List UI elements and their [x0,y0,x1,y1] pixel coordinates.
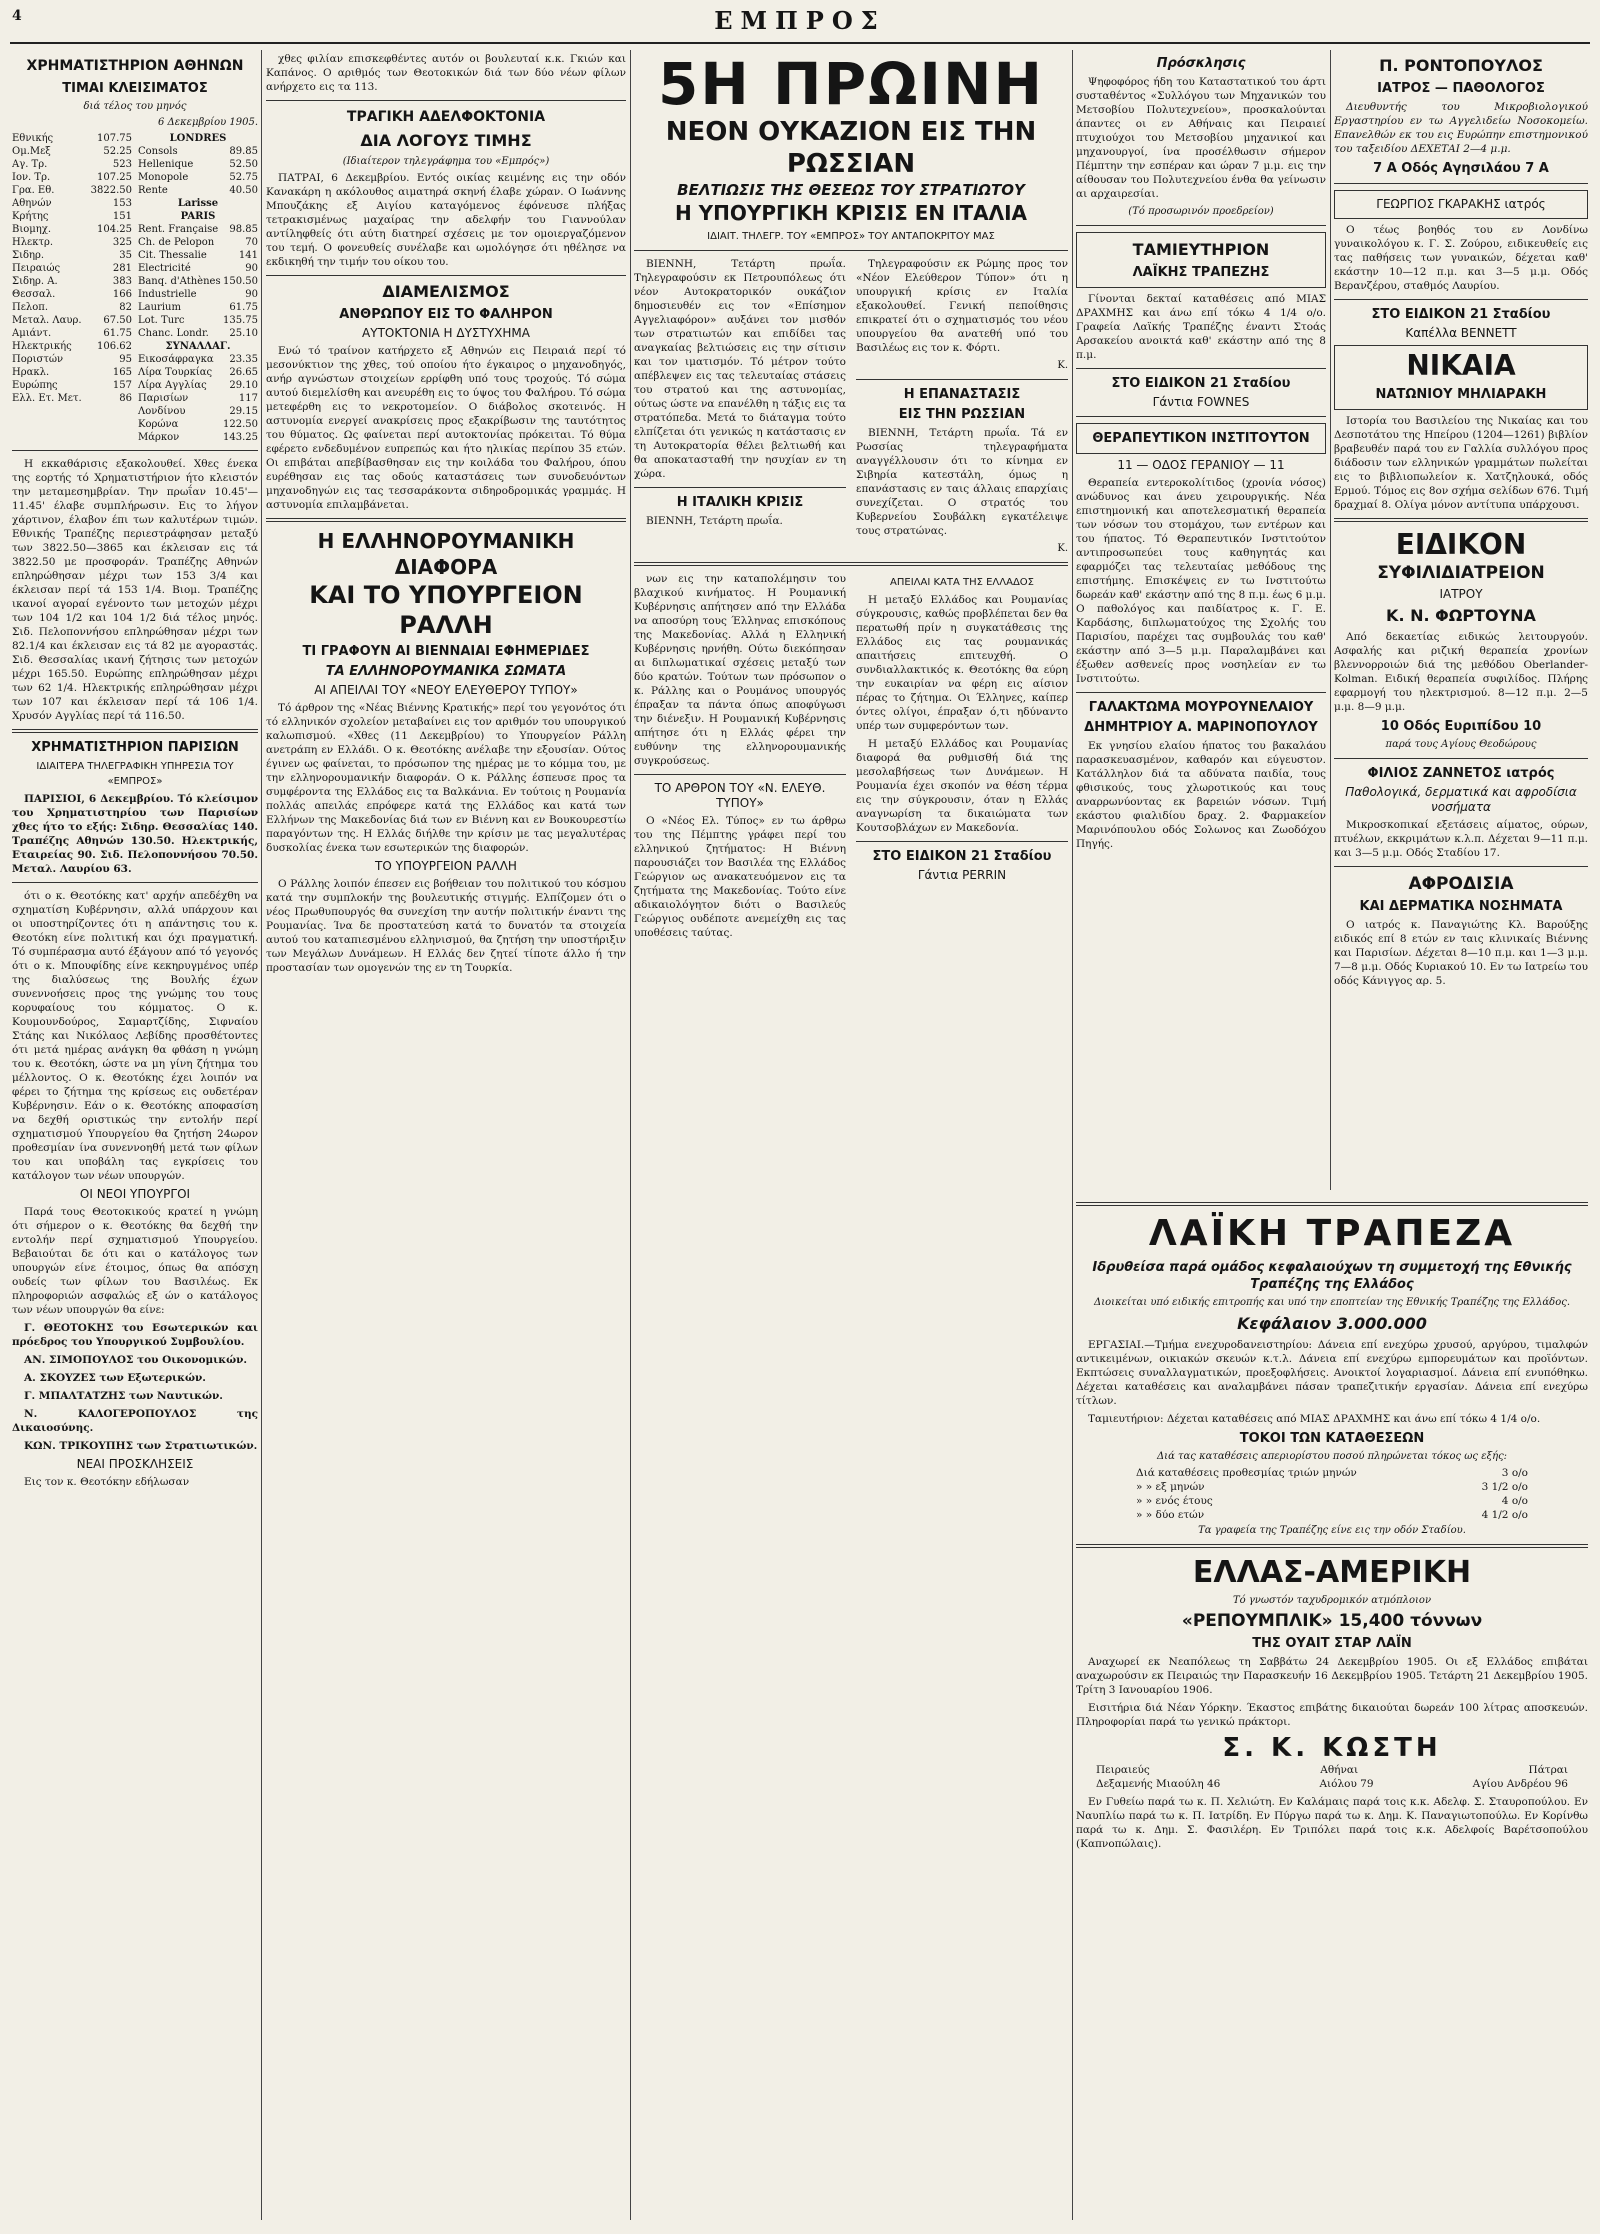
italy-crisis-title: Η ΙΤΑΛΙΚΗ ΚΡΙΣΙΣ [676,495,804,510]
quote-name: Λονδίνου [138,406,186,417]
headline-italy: Η ΥΠΟΥΡΓΙΚΗ ΚΡΙΣΙΣ ΕΝ ΙΤΑΛΙΑ [674,201,1028,225]
dispute-continuation-right [856,572,1068,944]
clinic-subtitle-2: ΙΑΤΡΟΥ [1439,587,1483,601]
quote-name: Αγ. Τρ. [12,159,48,170]
ship-schedule: Αναχωρεί εκ Νεαπόλεως τη Σαββάτω 24 Δεκεμβρίου 1905. Οι εξ Ελλάδος επιβάται αναχωρούσιν εκ Πειραιώς την Παρασκευήν 16 Δεκεμβρίου 1905. Τετάρτη 21 Δεκεμβρίου 1905. Τρίτη 3 Ιανουαρίου 1906. [1076,1656,1588,1696]
quote-value: 107.25 [97,172,132,183]
minister-entry: Γ. ΜΠΑΛΤΑΤΖΗΣ των Ναυτικών. [24,1390,223,1402]
quote-name: Banq. d'Athènes [138,276,221,287]
quote-name: Ηρακλ. [12,367,50,378]
rate-value: 4 ο/ο [1501,1495,1528,1507]
quote-name: Κορώνα [138,419,179,430]
cod-liver-subtitle: ΔΗΜΗΤΡΙΟΥ Α. ΜΑΡΙΝΟΠΟΥΛΟΥ [1084,720,1318,735]
agent-branches: Εν Γυθείω παρά τω κ. Π. Χελιώτη. Εν Καλάμαις παρά τοις κ.κ. Αδελφ. Σ. Σταυροπούλου. Εν Ναυπλίω παρά τω κ. Π. Ιατρίδη. Εν Πύργω παρά τω κ. Δημ. Κ. Παναγιωτοπούλω. Εν Κορίνθω παρά τω κ. Δημ. Σ. Φασιλέρη. Εν Τριπόλει παρά τοις κ.κ. Αδελφοίς Βαρέτσοπούλου (Καπνοπώλαις). [1076,1796,1588,1850]
quote-value: 135.75 [223,315,258,326]
quote-name: Πειραιώς [12,263,61,274]
quote-value: 29.15 [229,406,258,417]
reply-title: ΤΟ ΑΡΘΡΟΝ ΤΟΥ «Ν. ΕΛΕΥΘ. ΤΥΠΟΥ» [654,781,826,810]
quote-name: Cit. Thessalie [138,250,207,261]
quote-value: 90 [245,289,258,300]
quote-row [12,288,132,301]
quote-row [12,366,132,379]
paris-report: ΠΑΡΙΣΙΟΙ, 6 Δεκεμβρίου. Τό κλείσιμον του Χρηματιστηρίου των Παρισίων χθες ήτο το εξής: Σιδηρ. Θεσσαλίας 140. Τραπέζης Αθηνών 130.50. Ηλεκτρικής, Εταιρείας 90. Σιδ. Πελοποννήσου 70.50. Μεταλ. Λαυρίου 63. [12,793,258,875]
quote-row [138,210,258,223]
headline-ukase: ΝΕΟΝ ΟΥΚΑΖΙΟΝ ΕΙΣ ΤΗΝ ΡΩΣΣΙΑΝ [665,117,1037,179]
quote-value: 70 [245,237,258,248]
quote-row [12,158,132,171]
quote-name: Ευρώπης [12,380,58,391]
agent-offices [1076,1763,1588,1791]
institute-text: Θεραπεία εντεροκολίτιδος (χρονία νόσος) ανώδυνος και άνευ χειρουργικής. Νέα επιστημονική και αποτελεσματική θεραπεία των νόσων του στομάχου, των εντέρων και του ήπατος. Τό Θεραπευτικόν Ινστιτούτον αντιπροσωπεύει τους καθηγητάς και εφαρμόζει τας τελευταίας μεθόδους της επιστήμης. Επισκέψεις εν τω Ινστιτούτω δωρεάν καθ' εκάστην από της 8 π.μ. έως 6 μ.μ. Ο παθολόγος και παιδίατρος κ. Γ. Ε. Καρδάσης, διπλωματούχος της Σχολής του Παρισίου, παρέχει τας συμβουλάς του καθ' εκάστην από 3—5 μ.μ. Παραλαμβάνει και έξωθεν ασθενείς προς νοσηλείαν εν τω Ινστιτούτω. [1076,477,1326,685]
doctor3-specialty: Παθολογικά, δερματικά και αφροδίσια νοσήματα [1345,785,1577,814]
quote-name: Larisse [177,198,219,209]
quote-value: 523 [112,159,132,170]
quote-value: 61.75 [103,328,132,339]
quote-name: Εικοσάφραγκα [138,354,214,365]
headline-soldier: ΒΕΛΤΙΩΣΙΣ ΤΗΣ ΘΕΣΕΩΣ ΤΟΥ ΣΤΡΑΤΙΩΤΟΥ [677,181,1025,199]
quote-value: 86 [119,393,132,404]
quote-value: 165 [112,367,132,378]
gloves-ad-title: ΣΤΟ ΕΙΔΙΚΟΝ 21 Σταδίου [872,849,1052,864]
savings-bank-box [1076,232,1326,288]
quote-row [12,340,132,353]
quote-name: Ch. de Pelopon [138,237,215,248]
minister-entry: Ν. ΚΑΛΟΓΕΡΟΠΟΥΛΟΣ της Δικαιοσύνης. [12,1408,258,1434]
rallis-ministry-text: Ο Ράλλης λοιπόν έπεσεν εις βοήθειαν του πολιτικού του κόσμου κατά την συμπλοκήν της βουλευτικής στιγμής. Ελπίζομεν ότι ο νέος Πρωθυπουργός θα συνεχίση την αυτήν πολιτικήν έναντι της Ρουμανίας. Ίνα δε προστατεύση κατά το δυνατόν τα στοιχεία αυτού του καταπιεσμένου ελληνισμού, θα ζητήση την υποστήριξιν των Μεγάλων Δυνάμεων. Η Ελλάς δεν ζητεί τίποτε άλλο ή την προστασίαν των ομογενών της εν τη Τουρκία. [266,878,626,974]
quote-name: Πελοπ. [12,302,49,313]
quote-name: Ομ.Μεξ [12,146,51,157]
fratricide-note: (Ιδιαίτερον τηλεγράφημα του «Εμπρός») [342,156,550,167]
quote-value: 383 [112,276,132,287]
quote-row [12,314,132,327]
institute-address: 11 — ΟΔΟΣ ΓΕΡΑΝΙΟΥ — 11 [1117,458,1285,472]
headline-correspondent: ΙΔΙΑΙΤ. ΤΗΛΕΓΡ. ΤΟΥ «ΕΜΠΡΟΣ» ΤΟΥ ΑΝΤΑΠΟΚΡΙΤΟΥ ΜΑΣ [707,231,995,242]
bottom-ads [1076,1196,1588,1855]
quote-value: 107.75 [97,133,132,144]
quote-row [138,340,258,353]
dismemberment-text: Ενώ τό τραίνον κατήρχετο εξ Αθηνών εις Πειραιά περί τό μεσονύκτιον της χθες, τού οποίου ήτο έγκαιρος ο μηχανοδηγός, ανήρ αγνώστων στοιχείων ερρίφθη υπό τους τροχούς. Τό σώμα αυτού διεμελίσθη και ανευρέθη εις το ύψος του Φαλήρου. Τό σώμα μετεφέρθη εις το νεκροτομείον. Ο διάβολος σκοτεινός. Η αστυνομία ενεργεί ανακρίσεις προς εξακρίβωσιν της ταυτότητος του θύματος. Ως φαίνεται περί αυτοκτονίας πρόκειται. Τό θύμα εφέρετο ενδεδυμένον ευπρεπώς και ήτο ηλικίας περίπου 35 ετών. Οι επιβάται απεβίβασθησαν εις την κοιλάδα του Φαλήρου, όπου ευρέθησαν εις τας οδούς καταστάσεις των συνοδευόντων μηχανοδηγών εις τας τεσσαράκοντα σιδηροδρομικάς γραμμάς. Η αστυνομία επιλαμβάνεται. [266,345,626,511]
quote-row [12,353,132,366]
clinic-title: ΕΙΔΙΚΟΝ [1395,528,1527,561]
quote-name: Ηλεκτρικής [12,341,72,352]
venereal-subtitle: ΚΑΙ ΔΕΡΜΑΤΙΚΑ ΝΟΣΗΜΑΤΑ [1359,899,1563,914]
institute-title: ΘΕΡΑΠΕΥΤΙΚΟΝ ΙΝΣΤΙΤΟΥΤΟΝ [1092,431,1310,446]
quote-row [138,275,258,288]
clinic-subtitle: ΣΥΦΙΛΙΔΙΑΤΡΕΙΟΝ [1377,563,1545,583]
quote-value: 122.50 [223,419,258,430]
dismemberment-subtitle: ΑΝΘΡΩΠΟΥ ΕΙΣ ΤΟ ΦΑΛΗΡΟΝ [339,307,553,322]
column-divider [261,50,262,2220]
quote-row [12,379,132,392]
quote-name: Μάρκον [138,432,180,443]
quote-value: 117 [238,393,258,404]
quote-value: 325 [112,237,132,248]
quote-row [138,353,258,366]
quote-row [12,262,132,275]
savings-bank-title: ΤΑΜΙΕΥΤΗΡΙΟΝ [1132,240,1270,259]
rate-row [1136,1466,1528,1480]
fownes-ad-subtitle: Γάντια FOWNES [1152,395,1250,409]
quote-row [138,249,258,262]
bennett-ad-title: ΣΤΟ ΕΙΔΙΚΟΝ 21 Σταδίου [1371,307,1551,322]
threats-text: Η μεταξύ Ελλάδος και Ρουμανίας σύγκρουσις, καθώς προβλέπεται δεν θα περατωθή πρίν η συγκατάθεσις της Ελλάδος εις τας ρουμανικάς απαιτήσεις επιτευχθή. Ο συνδιαλλακτικός κ. Θεοτόκης θα εύρη την ευκαιρίαν να φέρη εις αίσιον πέρας το ζήτημα. Οι Έλληνες, καίπερ όντες ολίγοι, έπραξαν ό,τι ηδύναντο υπέρ των συμφερόντων των. [856,594,1068,732]
clinic-note: παρά τους Αγίους Θεοδώρους [1385,739,1537,750]
quote-value: 23.35 [229,354,258,365]
clinic-doctor: Κ. Ν. ΦΩΡΤΟΥΝΑ [1386,606,1536,625]
quote-name: Εθνικής [12,133,54,144]
bourse-title: ΧΡΗΜΑΤΙΣΤΗΡΙΟΝ ΑΘΗΝΩΝ [26,58,244,74]
quote-value: 141 [238,250,258,261]
masthead-rule [10,42,1590,44]
interest-rates-subtitle: Διά τας καταθέσεις απεριορίστου ποσού πληρώνεται τόκος ως εξής: [1156,1451,1508,1462]
shipping-title: ΕΛΛΑΣ-ΑΜΕΡΙΚΗ [1192,1555,1472,1590]
quote-row [12,327,132,340]
bourse-subtitle: ΤΙΜΑΙ ΚΛΕΙΣΙΜΑΤΟΣ [62,81,208,96]
rate-row [1136,1494,1528,1508]
dismemberment-subtitle-2: ΑΥΤΟΚΤΟΝΙΑ Η ΔΥΣΤΥΧΗΜΑ [362,326,530,340]
ministers-title: ΟΙ ΝΕΟΙ ΥΠΟΥΡΓΟΙ [79,1187,191,1201]
minister-entry: Γ. ΘΕΟΤΟΚΗΣ του Εσωτερικών και πρόεδρος του Υπουργικού Συμβουλίου. [12,1322,258,1348]
rate-term: » » εξ μηνών [1136,1481,1205,1493]
column-doctors [1334,52,1588,1192]
quote-row [12,184,132,197]
office-cell: Πάτραι [1528,1764,1568,1776]
quote-row [138,327,258,340]
quote-name: Ποριστών [12,354,64,365]
quote-name: Βιομηχ. [12,224,52,235]
nikaia-box [1334,345,1588,410]
quote-row [138,301,258,314]
agent-name: Σ. Κ. ΚΩΣΤΗ [1222,1733,1442,1763]
quote-name: Consols [138,146,178,157]
clinic-address: 10 Οδός Ευριπίδου 10 [1380,719,1542,734]
signature: Κ. [1057,543,1068,554]
office-cell: Αιόλου 79 [1319,1778,1374,1790]
quote-value: 90 [245,263,258,274]
invitation-signature: (Τό προσωρινόν προεδρείον) [1128,206,1274,217]
interest-rates-footer: Τα γραφεία της Τραπέζης είνε εις την οδόν Σταδίου. [1198,1525,1466,1536]
venereal-title: ΑΦΡΟΔΙΣΙΑ [1408,874,1514,894]
quote-value: 61.75 [229,302,258,313]
bank-operations: ΕΡΓΑΣΙΑΙ.—Τμήμα ενεχυροδανειστηρίου: Δάνεια επί ενεχύρω χρυσού, αργύρου, τιμαλφών αντικειμένων, οικιακών σκευών κ.τ.λ. Δάνεια επί ενεχύρω εμπορευμάτων και προϊόντων. Εκπτώσεις συναλλαγματικών, προεξοφλήσεις. Ανοικτοί λογαριασμοί. Δάνεια επί ενυπόθηκω. Δέχεται καταθέσεις και αναλαμβάνει πάσαν τραπεζιτικήν εργασίαν. Δάνεια επί ενεχύρω τίτλων. [1076,1339,1588,1407]
quote-value: 104.25 [97,224,132,235]
quote-row [138,236,258,249]
quote-name: Αμιάντ. [12,328,52,339]
telegram-columns [634,257,1068,556]
paris-subtitle: ΙΔΙΑΙΤΕΡΑ ΤΗΛΕΓΡΑΦΙΚΗ ΥΠΗΡΕΣΙΑ ΤΟΥ «ΕΜΠΡΟΣ» [36,761,234,787]
bourse-date: 6 Δεκεμβρίου 1905. [157,117,258,128]
cod-liver-title: ΓΑΛΑΚΤΩΜΑ ΜΟΥΡΟΥΝΕΛΑΙΟΥ [1088,700,1314,715]
savings-bank-subtitle: ΛΑΪΚΗΣ ΤΡΑΠΕΖΗΣ [1132,265,1270,280]
office-cell: Αθήναι [1320,1764,1359,1776]
bank-ad-title: ΛΑΪΚΗ ΤΡΑΠΕΖΑ [1148,1213,1516,1254]
quote-value: 89.85 [229,146,258,157]
dispute-continuation-left [634,572,846,944]
new-invitations-title: ΝΕΑΙ ΠΡΟΣΚΛΗΣΕΙΣ [76,1457,194,1471]
quote-name: Παρισίων [138,393,189,404]
quote-name: Hellenique [138,159,194,170]
doctor1-name: Π. ΡΟΝΤΟΠΟΥΛΟΣ [1379,56,1543,75]
bottom-right-text: Η μεταξύ Ελλάδος και Ρουμανίας διαφορά θα ρυθμισθή διά της μεσολαβήσεως των Δυνάμεων. Η Ρουμανία έχει σκοπόν να θέση τέρμα εις την σύγκρουσιν, όταν η Ελλάς αναγνωρίση τα δικαιώματα των Κουτσοβλάχων εν Μακεδονία. [856,738,1068,834]
paris-title: ΧΡΗΜΑΤΙΣΤΗΡΙΟΝ ΠΑΡΙΣΙΩΝ [31,740,239,755]
bank-savings: Ταμιευτήριον: Δέχεται καταθέσεις από ΜΙΑΣ ΔΡΑΧΜΗΣ και άνω επί τόκω 4 1/4 ο/ο. [1088,1413,1541,1425]
quote-name: Lot. Turc [138,315,185,326]
quote-row [12,392,132,405]
bourse-subtitle-2: διά τέλος του μηνός [83,101,187,112]
minister-entry: ΚΩΝ. ΤΡΙΚΟΥΠΗΣ των Στρατιωτικών. [24,1440,258,1452]
quote-value: 3822.50 [90,185,132,196]
telegram-left [634,257,846,556]
continued-text: χθες φιλίαν επισκεφθέντες αυτόν οι βουλευταί κ.κ. Γκιών και Καπάνος. Ο αριθμός των Θεοτοκικών διά των δύο νέων φίλων ανήρχετο εις τα 113. [266,53,626,93]
quote-name: LONDRES [169,133,227,144]
quote-name: Electricité [138,263,191,274]
quote-name: Θεσσαλ. [12,289,56,300]
quote-value: 95 [119,354,132,365]
rome-telegram-text: Τηλεγραφούσιν εκ Ρώμης προς τον «Νέον Ελεύθερον Τύπον» ότι η υπουργική κρίσις εν Ιταλία εξακολουθεί. Γενική πεποίθησις επικρατεί ότι ο σχηματισμός του νέου υπουργείου θα ανατεθή υπό του Βασιλέως εις τον κ. Φόρτι. [856,258,1068,354]
italy-crisis-text: ΒΙΕΝΝΗ, Τετάρτη πρωΐα. [646,515,783,527]
quote-name: Chanc. Londr. [138,328,209,339]
quote-name: Laurium [138,302,181,313]
bourse-report: Η εκκαθάρισις εξακολουθεί. Χθες ένεκα της εορτής τό Χρηματιστήριον ήτο κλειστόν την μεταμεσημβρίαν. Την πρωΐαν 10.45'—11.45' έλαβε συμπλήρωσιν. Εις το λήγον χάρτινον, έλαβον έπι των καλυτέρων τιμών. Εθνικής Τραπέζης περιεστράφησαν μεταξύ των 3822.50—3865 και έκλεισαν εις τά 3822.50 με προσφοράν. Τραπέζης Αθηνών επληρώθησαν μέχρι των 153 3/4 και έκλεισαν περί τά 153 1/4. Βιομ. Τραπέζης ικανοί αγοραί εγένοντο των μετοχών μέχρι των 104 1/2 και 104 1/2 διά τέλος μηνός. Σιδ. Πελοποννήσου επληρώθησαν μέχρι των 82.1/4 και έκλεισαν εις τά 82 με αγοραστάς. Σιδ. Θεσσαλίας ικανή ζήτησις των μετοχών μέχρι 165.50. Ευρώπης επληρώθησαν μέχρι των 62 1/4. Ηλεκτρικής επληρώθησαν μέχρι των 107 και έκλεισαν περί τά 106 1/4. Χρυσόν Αγγλίας περί τά 116.50. [12,458,258,722]
quote-value: 40.50 [229,185,258,196]
doctor1-address: 7 Α Οδός Αγησιλάου 7 Α [1373,161,1549,176]
quote-value: 106.62 [97,341,132,352]
quote-row [12,132,132,145]
office-cell: Αγίου Ανδρέου 96 [1472,1778,1568,1790]
office-cell: Πειραιεύς [1096,1764,1150,1776]
quote-row [138,158,258,171]
column-telegrams [634,52,1068,2222]
dispute-title-2: ΚΑΙ ΤΟ ΥΠΟΥΡΓΕΙΟΝ ΡΑΛΛΗ [309,581,583,639]
quote-name: Ιον. Τρ. [12,172,51,183]
quote-name: Μεταλ. Λαυρ. [12,315,82,326]
invitation-title: Πρόσκλησις [1156,56,1246,71]
savings-bank-text: Γίνονται δεκταί καταθέσεις από ΜΙΑΣ ΔΡΑΧΜΗΣ και άνω επί τόκω 4 1/4 ο/ο. Γραφεία Λαϊκής Τραπέζης έναντι Στοάς Αρσακείου ανοικτά καθ' εκάστην από της 8 π.μ. [1076,293,1326,361]
column-divider [630,50,631,2220]
rate-value: 3 1/2 ο/ο [1481,1481,1528,1493]
quote-value: 52.75 [229,172,258,183]
main-headline: 5Η ΠΡΩΙΝΗ [657,52,1045,118]
minister-entry: ΑΝ. ΣΙΜΟΠΟΥΛΟΣ του Οικονομικών. [24,1354,248,1366]
quote-name: Κρήτης [12,211,49,222]
quote-row [138,314,258,327]
quote-row [138,431,258,444]
foreign-quotes [138,132,258,444]
rate-value: 3 ο/ο [1501,1467,1528,1479]
column-divider [1330,50,1331,1190]
quote-name: Λίρα Τουρκίας [138,367,213,378]
fratricide-title: ΤΡΑΓΙΚΗ ΑΔΕΛΦΟΚΤΟΝΙΑ [346,109,546,125]
quote-value: 157 [112,380,132,391]
quote-row [138,184,258,197]
quote-row [12,171,132,184]
nikaia-text: Ιστορία του Βασιλείου της Νικαίας και του Δεσποτάτου της Ηπείρου (1204—1261) βιβλίον βραβευθέν παρά του εν Γαλλία συλλόγου προς διάδοσιν των ελληνικών γραμμάτων πωλείται εις το βιβλιοπωλείον κ. Χατζηλουκά, οδός Ερμού. Τόμος εις 8ον σχήμα σελίδων 676. Τιμή δραχμαί 8. Ολίγα μόνον αντίτυπα υπάρχουσι. [1334,415,1588,511]
signature: Κ. [1057,360,1068,371]
quote-row [138,366,258,379]
nikaia-subtitle: ΝΑΤΩΝΙΟΥ ΜΗΛΙΑΡΑΚΗ [1375,387,1547,402]
interest-rates-title: ΤΟΚΟΙ ΤΩΝ ΚΑΤΑΘΕΣΕΩΝ [1239,1431,1425,1446]
quote-name: Ηλεκτρ. [12,237,54,248]
dispute-continuation [634,572,1068,944]
quote-row [12,223,132,236]
bank-ad-management: Διοικείται υπό ειδικής επιτροπής και υπό την εποπτείαν της Εθνικής Τραπέζης της Ελλάδος. [1094,1297,1570,1308]
rate-row [1136,1508,1528,1522]
page-number: 4 [12,8,22,24]
rate-value: 4 1/2 ο/ο [1481,1509,1528,1521]
doctor2-box [1334,190,1588,219]
doctor2-text: Ο τέως βοηθός του εν Λονδίνω γυναικολόγου κ. Γ. Σ. Ζούρου, ειδικευθείς εις τας παθήσεις των γυναικών, δέχεται καθ' εκάστην 10—12 π.μ. και 3—5 μ.μ. Οδός Βερανζέρου, σταθμός Λαυρίου. [1334,224,1588,292]
quote-row [12,249,132,262]
dispute-subtitle: ΤΙ ΓΡΑΦΟΥΝ ΑΙ ΒΙΕΝΝΑΙΑΙ ΕΦΗΜΕΡΙΔΕΣ [302,644,590,659]
rate-term: Διά καταθέσεις προθεσμίας τριών μηνών [1136,1467,1357,1479]
rallis-ministry-title: ΤΟ ΥΠΟΥΡΓΕΙΟΝ ΡΑΛΛΗ [375,859,517,873]
nikaia-title: ΝΙΚΑΙΑ [1406,349,1516,382]
quote-value: 281 [112,263,132,274]
dismemberment-title: ΔΙΑΜΕΛΙΣΜΟΣ [382,282,510,301]
quote-row [138,132,258,145]
column-bourse [12,52,258,2222]
new-invitations-text: Εις τον κ. Θεοτόκην εδήλωσαν [24,1476,190,1488]
doctor3-name: ΦΙΛΙΟΣ ΖΑΝΝΕΤΟΣ ιατρός [1367,766,1555,781]
ministers-list [12,1321,258,1453]
quote-value: 166 [112,289,132,300]
invitation-text: Ψηφοφόρος ήδη του Καταστατικού του άρτι συσταθέντος «Συλλόγου των Μηχανικών του Μετσοβίου Πολυτεχνείου», προσκαλούνται άπαντες οι εν Αθήναις και Πειραιεί πτυχιούχοι του Μετσοβίου μηχανικοί και μηχανουργοί, ίνα προσέλθωσιν σήμερον Πέμπτην την εσπέραν και ώραν 7 μ.μ. εις την αίθουσαν του Πολυτεχνείου ένθα θα γείνωσιν αι αρχαιρεσίαι. [1076,76,1326,200]
bennett-ad-subtitle: Καπέλλα BENNETT [1405,326,1517,340]
ship-name: «ΡΕΠΟΥΜΠΛΙΚ» 15,400 τόννων [1181,1611,1483,1631]
revolution-subtitle: ΕΙΣ ΤΗΝ ΡΩΣΣΙΑΝ [898,407,1026,422]
quote-table [12,132,258,444]
quote-name: Αθηνών [12,198,52,209]
quote-row [138,418,258,431]
quote-value: 150.50 [223,276,258,287]
quote-name: PARIS [180,211,216,222]
quote-value: 35 [119,250,132,261]
dispute-continued-text: νων εις την καταπολέμησιν του βλαχικού κινήματος. Η Ρουμανική Κυβέρνησις απήτησεν από την Ελλάδα να αποσύρη τους Έλληνας επισκόπους της Μακεδονίας. Αλλά η Ελληνική Κυβέρνησις ηρνήθη. Ούτω διεκόπησαν αι διπλωματικαί σχέσεις μεταξύ των δύο κρατών. Τούτων των πρόσωπον ο κ. Ράλλης και ο Ρουμάνος υπουργός έπραξαν τα πάντα όπως αποφύγωσι την διένεξιν. Η Ρουμανική Κυβέρνησις απήτησε ότι η Ελλάς φέρει την ευθύνην της ελληνορουμανικής συγκρούσεως. [634,573,846,767]
dispute-subtitle-3: ΑΙ ΑΠΕΙΛΑΙ ΤΟΥ «ΝΕΟΥ ΕΛΕΥΘΕΡΟΥ ΤΥΠΟΥ» [314,683,578,697]
rate-term: » » δύο ετών [1136,1509,1205,1521]
ukase-text: ΒΙΕΝΝΗ, Τετάρτη πρωΐα. Τηλεγραφούσιν εκ Πετρουπόλεως ότι νέον Αυτοκρατορικόν ουκάζιον δημοσιευθέν εις τον «Επίσημον Αγγελιαφόρον» αυξάνει τον μισθόν των στρατιωτών και επιδίδει τας αναγκαίας βελτιώσεις εις την σίτισιν και τον ιματισμόν. Τό μέτρον τούτο απέβλεψεν εις τας τελευταίας στάσεις του στρατού και της αστυνομίας, ούτως ώστε να επανέλθη η τάξις εις τα στρατόπεδα. Μετά το διάταγμα τούτο ελπίζεται ότι γενικώς η κατάστασις εν τη Αυτοκρατορία θέλει βελτιωθή και θα αποκατασταθή την ησυχίαν εν τη χώρα. [634,258,846,480]
quote-name: ΣΥΝΑΛΛΑΓ. [165,341,231,352]
telegram-right [856,257,1068,556]
quote-row [12,210,132,223]
quote-value: 153 [112,198,132,209]
doctor1-text: Διευθυντής του Μικροβιολογικού Εργαστηρίου εν τω Αγγελιδείω Νοσοκομείω. Επανελθών εκ του εις Ευρώπην επιστημονικού του ταξειδίου ΔΕΧΕΤΑΙ 2—4 μ.μ. [1334,101,1588,155]
venereal-text: Ο ιατρός κ. Παναγιώτης Κλ. Βαρούξης ειδικός επί 8 ετών εν ταις κλινικαίς Βιέννης και Παρισίων. Δέχεται 8—10 π.μ. και 1—3 μ.μ. 7—8 μ.μ. Οδός Κυριακού 10. Εν τω Ιατρείω του οδός Κάνιγγος αρ. 5. [1334,919,1588,987]
ship-info: Εισιτήρια διά Νέαν Υόρκην. Έκαστος επιβάτης δικαιούται δωρεάν 100 λίτρας αποσκευών. Πληροφορίαι παρά τω γενικώ πράκτορι. [1076,1702,1588,1728]
minister-entry: Α. ΣΚΟΥΖΕΣ των Εξωτερικών. [24,1372,206,1384]
quote-row [138,197,258,210]
fratricide-subtitle: ΔΙΑ ΛΟΓΟΥΣ ΤΙΜΗΣ [360,131,532,150]
cod-liver-text: Εκ γνησίου ελαίου ήπατος του βακαλάου παρασκευασμένον, καθαρόν και εύγευστον. Κατάλληλον διά τα αδύνατα παιδία, τους φθισικούς, τους χλωροτικούς και τους αναρρωνύοντας εκ βαρειών νόσων. Τιμή εκάστου φιαλιδίου δραχ. 2. Φαρμακείον Μαρινόπουλου οδός Σολωνος και Ζωοδόχου Πηγής. [1076,740,1326,850]
quote-value: 25.10 [229,328,258,339]
quote-value: 26.65 [229,367,258,378]
ship-line: ΤΗΣ ΟΥΑΙΤ ΣΤΑΡ ΛΑΪΝ [1252,1636,1412,1651]
quote-name: Monopole [138,172,189,183]
bank-ad-subtitle: Ιδρυθείσα παρά ομάδος κεφαλαιούχων τη συμμετοχή της Εθνικής Τραπέζης της Ελλάδος [1092,1260,1572,1292]
quote-value: 82 [119,302,132,313]
institute-box [1076,423,1326,454]
office-row [1076,1777,1588,1791]
column-news [266,52,626,2222]
quote-value: 151 [112,211,132,222]
quote-value: 67.50 [103,315,132,326]
revolution-title: Η ΕΠΑΝΑΣΤΑΣΙΣ [903,387,1021,402]
doctor2-name: ΓΕΩΡΓΙΟΣ ΓΚΑΡΑΚΗΣ ιατρός [1376,197,1546,211]
quote-row [12,236,132,249]
ministers-text: Παρά τους Θεοτοκικούς κρατεί η γνώμη ότι σήμερον ο κ. Θεοτόκης θα δεχθή την εντολήν περί σχηματισμού Υπουργείου. Βεβαιούται δε ότι και ο κατάλογος των υπουργών είνε έτοιμος, όπως θα απόσχη ουδείς των φίλων του Βασιλέως. Εκ πληροφοριών ασφαλώς εξ ών ο κατάλογος των νέων υπουργών θα είνε: [12,1206,258,1316]
dispute-text: Τό άρθρον της «Νέας Βιέννης Κρατικής» περί του γεγονότος ότι τό ελληνικόν σχολείον μεταβαίνει εις τον αριθμόν του υπουργικού καλωπισμού. «Χθες (11 Δεκεμβρίου) το Υπουργείον Ράλλη ανετράπη εν Ελλάδι. Ο κ. Θεοτόκης ανέλαβε την εξουσίαν. Ούτος έγινεν ως φαίνεται, το πρόσωπον της ημέρας με το κόμμα του, με την ελληνορουμανικήν διαφοράν. Ο κ. Ράλλης έσπευσε προς τα συμφέροντα της Ελλάδος εις τα Βαλκάνια. Εν τούτοις η Ρουμανία πολλάς απειλάς επρόφερε κατά της Ελλάδος και κατά των Ελλήνων της Μακεδονίας διά των εν Βιέννη και εν Βουκουρεστίω παραγόντων της. Η Ελλάς διήλθε την κρίσιν με τας μεγαλυτέρας δυσκολίας ένεκα των εσωτερικών της διαφορών. [266,702,626,854]
reply-text: Ο «Νέος Ελ. Τύπος» εν τω άρθρω του της Πέμπτης γράφει περί του ελληνικού ζητήματος: Η Βιέννη παρουσιάζει τον Βασιλέα της Ελλάδος Γεώργιον ως ανακατευόμενον εις τα ζητήματα της Μακεδονίας. Τούτο είνε αδικαιολόγητον διότι ο Βασιλεύς Γεώργιος ουδέποτε ανεμείχθη εις τας υποθέσεις ταύτας. [634,815,846,939]
quote-name: Γρα. Εθ. [12,185,55,196]
dispute-title: Η ΕΛΛΗΝΟΡΟΥΜΑΝΙΚΗ ΔΙΑΦΟΡΑ [317,529,575,579]
politics-text: ότι ο κ. Θεοτόκης κατ' αρχήν απεδέχθη να σχηματίση Κυβέρνησιν, αλλά υπάρχουν και οι υποστηρίζοντες ότι η απάντησις του κ. Θεοτόκη είνε πολιτική και όχι πραγματική. Τό συμπέρασμα αυτό έξάγουν από τό γεγονός ότι ο κ. Μπουφίδης είνε κεκηρυγμένος υπέρ της διαλύσεως της Βουλής έχων συνεννοήσεις προς της γνώμης του τους κορυφαίους του κόμματος. Ο κ. Κουμουνδούρος, Σαμαρτζίδης, Σιφναίου Στάης και Νικόλαος Λεβίδης προσθέτοντες ότι μετά ημέρας ανάγκη θα φθάση η γνώμη του κ. Θεοτόκη, ώστε να μη γίνη ζήτημα του μέλλοντος. Ο κ. Θεοτόκης έχει λοιπόν να φέρει το ζήτημα της κρίσεως εις ουδετέραν Κυβέρνησιν. Εάν ο κ. Θεοτόκης αποφασίση να δεχθή οριστικώς την εντολήν περί σχηματισμού Υπουργείου θα ζητήση 24ωρον προθεσμίαν ίνα συνεννοηθή μετά των φίλων του και υποβάλη τας εγκρίσεις του κατάλογον των νέων υπουργών. [12,890,258,1182]
quote-name: Λίρα Αγγλίας [138,380,207,391]
quote-row [12,275,132,288]
quote-value: 52.25 [103,146,132,157]
quote-row [12,145,132,158]
quote-row [12,197,132,210]
quote-name: Ελλ. Ετ. Μετ. [12,393,82,404]
gloves-ad-subtitle: Γάντια PERRIN [917,868,1007,882]
shipping-subtitle: Τό γνωστόν ταχυδρομικόν ατμόπλοιον [1232,1595,1432,1606]
quote-name: Industrielle [138,289,197,300]
quote-row [138,392,258,405]
fownes-ad-title: ΣΤΟ ΕΙΔΙΚΟΝ 21 Σταδίου [1111,376,1291,391]
rate-term: » » ενός έτους [1136,1495,1213,1507]
quote-name: Rente [138,185,168,196]
doctor3-text: Μικροσκοπικαί εξετάσεις αίματος, ούρων, πτυέλων, εκκριμάτων κ.λ.π. Δέχεται 9—11 π.μ. και 3—5 μ.μ. Οδός Σταδίου 17. [1334,819,1588,859]
column-divider [1072,50,1073,2220]
quote-value: 143.25 [223,432,258,443]
interest-rates-list [1076,1466,1588,1522]
revolution-text: ΒΙΕΝΝΗ, Τετάρτη πρωΐα. Τά εν Ρωσσίας τηλεγραφήματα αναγγέλλουσιν ότι το κίνημα εν Σιβηρία κατεστάλη, όμως η επανάστασις εν ταις άλλαις επαρχίαις συνεχίζεται. Ο στρατός του Κυβερνείου Σουβάλκη εγκατέλειψε τους στρατώνας. [856,427,1068,537]
fratricide-text: ΠΑΤΡΑΙ, 6 Δεκεμβρίου. Εντός οικίας κειμένης εις την οδόν Κανακάρη η ακόλουθος αιματηρά σκηνή έλαβε χώραν. Ο Ιωάννης Μπουζάκης εξ Αιγίου καταγόμενος έφόνευσε πλήξας τετρακισμένως μαχαίρας την αδελφήν του Γιαννούλαν αντίληφθείς ότι αύτη διατηρεί σχέσεις με τον ομοιεργαζόμενον του τεμή. Ο φονευθείς συνέλαβε και ωμολόγησε ότι ηθέλησε να εκδικηθή την τιμήν του οίκου του. [266,172,626,268]
threats-title: ΑΠΕΙΛΑΙ ΚΑΤΑ ΤΗΣ ΕΛΛΑΔΟΣ [890,577,1034,588]
clinic-text: Από δεκαετίας ειδικώς λειτουργούν. Ασφαλής και ριζική θεραπεία χρονίων βλεννορροιών διά της μεθόδου Oberlander-Kolman. Ειδική θεραπεία συφιλίδος. Πλήρης εφαρμογή του ηλεκτρισμού. 8—12 π.μ. 2—5 μ.μ. 8—9 μ.μ. [1334,631,1588,713]
quote-value: 52.50 [229,159,258,170]
quote-value: 98.85 [229,224,258,235]
office-cell: Δεξαμενής Μιαούλη 46 [1096,1778,1221,1790]
quote-name: Σιδηρ. Α. [12,276,58,287]
column-notices [1076,52,1326,1192]
quote-row [138,223,258,236]
masthead-title: ΕΜΠΡΟΣ [714,6,886,35]
rate-row [1136,1480,1528,1494]
quote-value: 29.10 [229,380,258,391]
quote-row [138,405,258,418]
office-row [1076,1763,1588,1777]
quote-row [138,145,258,158]
quote-name: Σιδηρ. [12,250,45,261]
quote-name: Rent. Française [138,224,219,235]
quote-row [138,379,258,392]
quote-row [138,288,258,301]
doctor1-specialty: ΙΑΤΡΟΣ — ΠΑΘΟΛΟΓΟΣ [1377,81,1545,96]
bank-capital: Κεφάλαιον 3.000.000 [1237,1314,1427,1333]
dispute-subtitle-2: ΤΑ ΕΛΛΗΝΟΡΟΥΜΑΝΙΚΑ ΣΩΜΑΤΑ [325,664,567,679]
quote-row [12,301,132,314]
athens-quotes [12,132,132,444]
quote-row [138,262,258,275]
quote-row [138,171,258,184]
